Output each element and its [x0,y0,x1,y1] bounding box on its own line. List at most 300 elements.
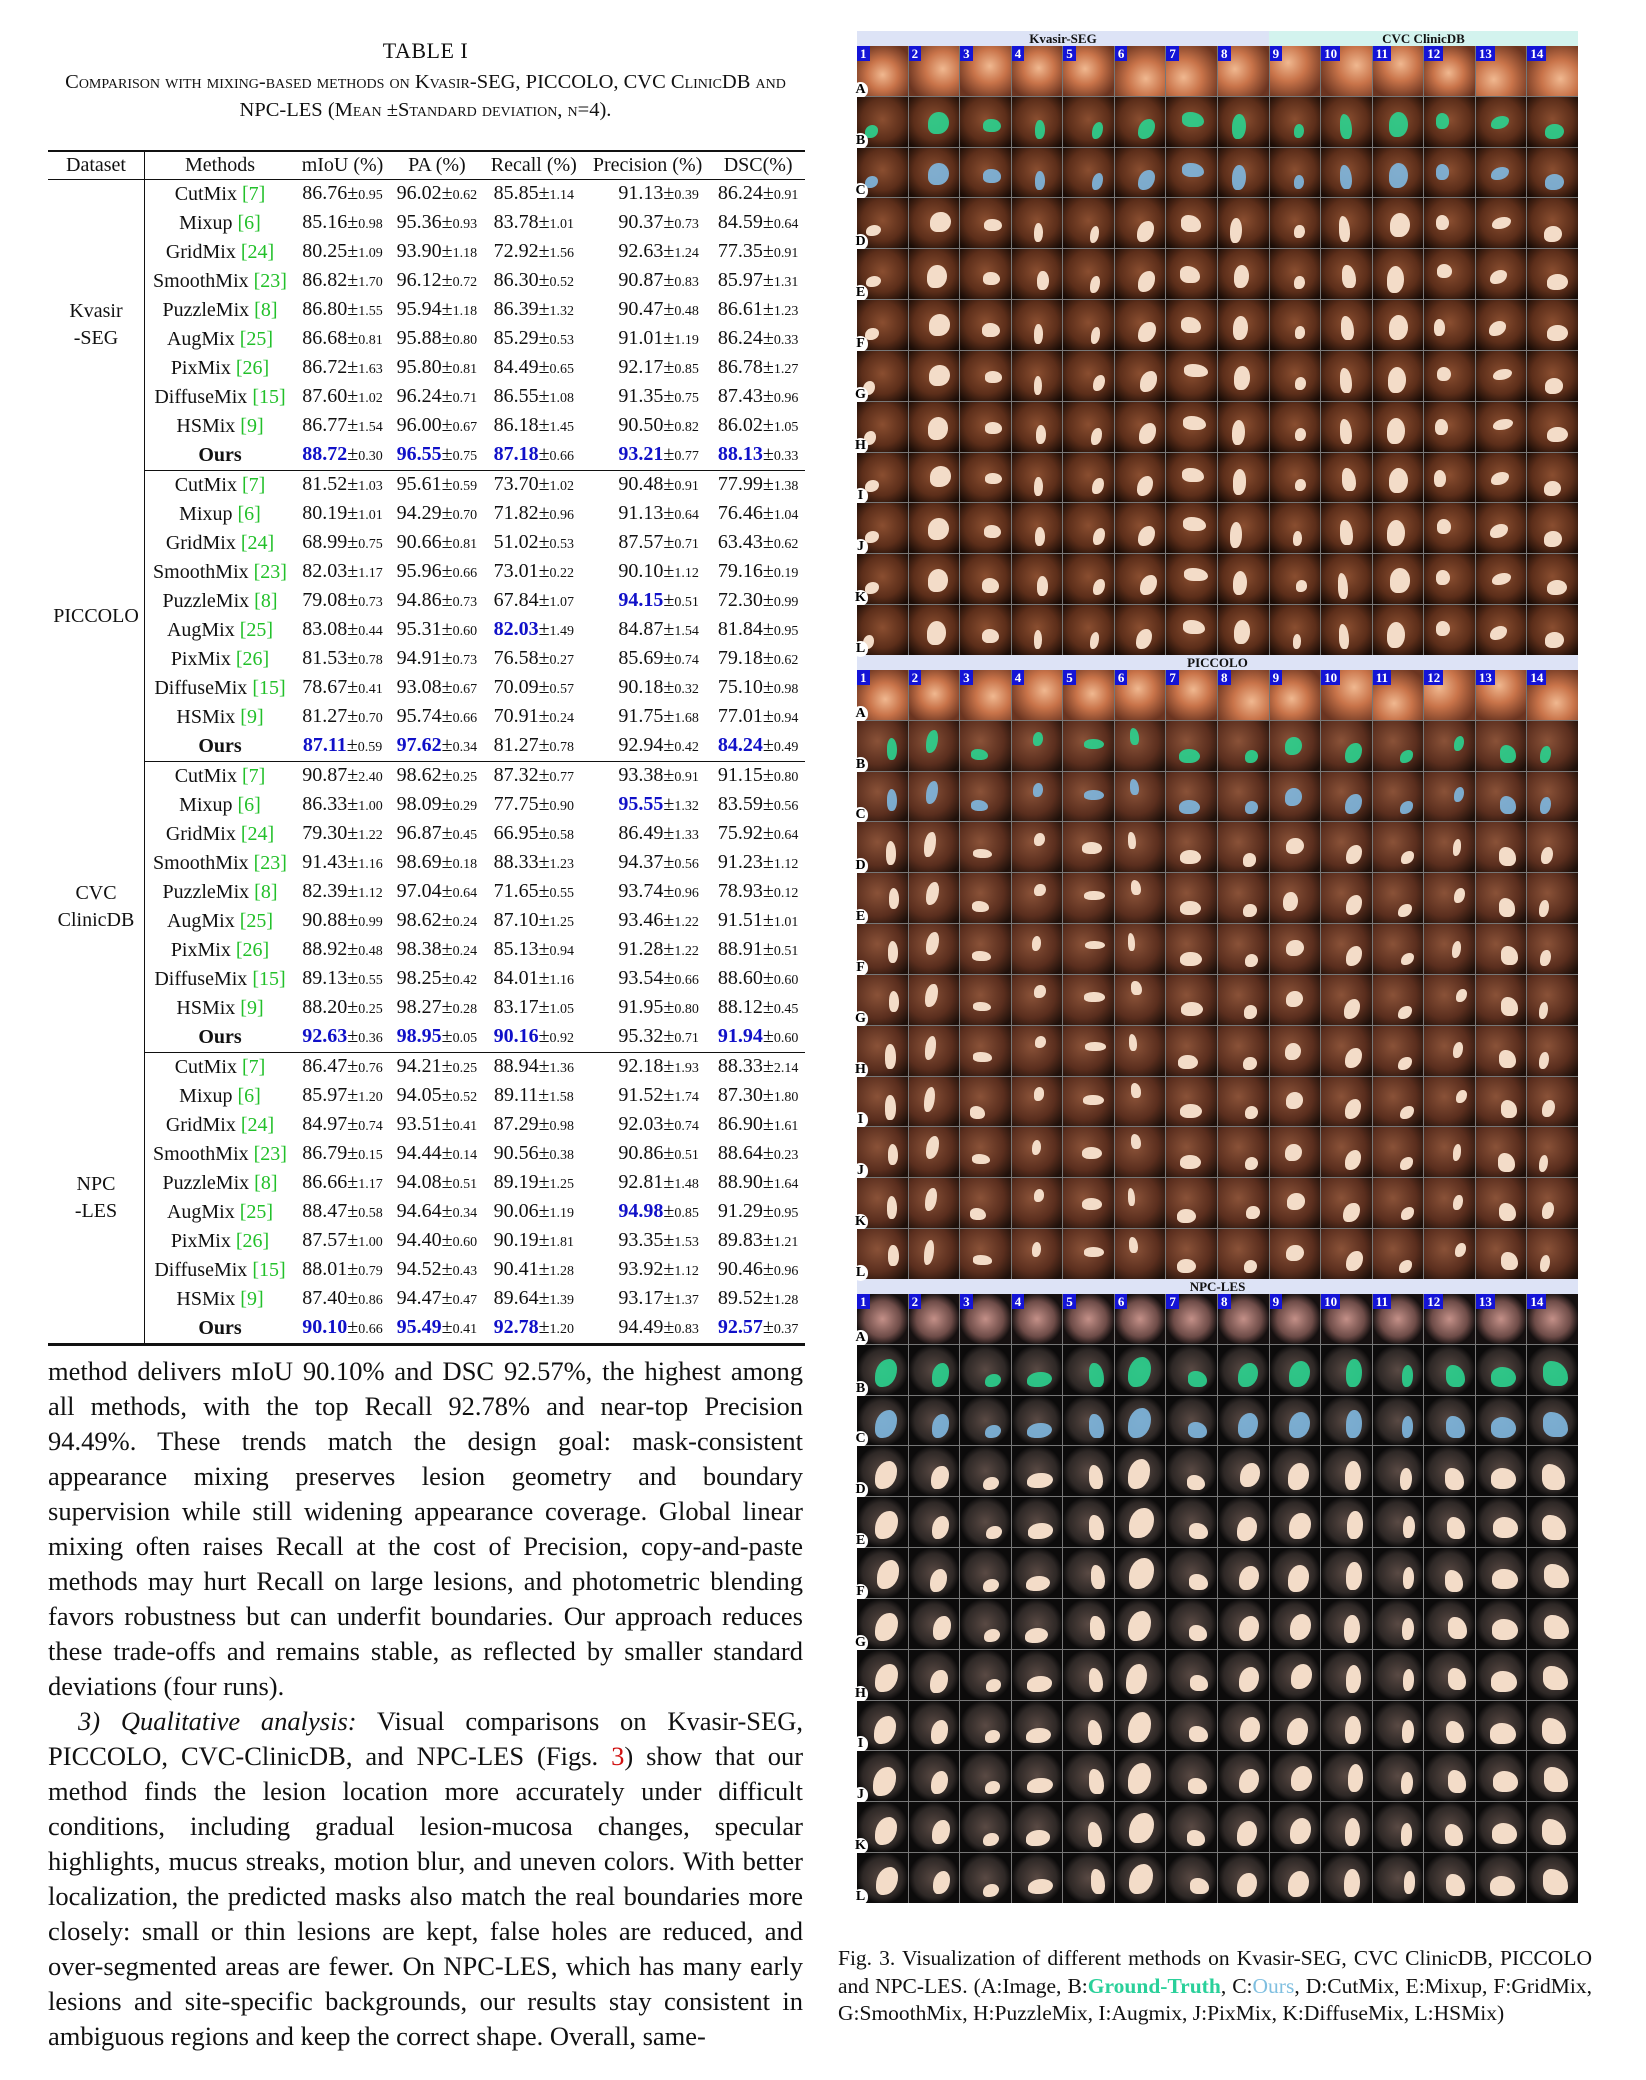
std-value: 1.64 [773,1177,799,1192]
result-image [960,1396,1011,1446]
plus-minus: ± [762,269,774,291]
table-row [48,1140,805,1169]
method-cell [145,1053,296,1083]
result-image [1424,924,1475,974]
std-value: 1.31 [773,275,799,290]
std-value: 0.91 [773,246,799,261]
std-value: 0.37 [773,1322,799,1337]
prediction-mask [1346,1665,1361,1693]
prediction-mask [1034,884,1045,897]
figure-reference-link[interactable]: 3 [611,1741,625,1771]
result-image [1166,300,1217,350]
plus-minus: ± [663,1055,675,1077]
result-image [909,46,960,96]
result-image [1321,924,1372,974]
result-image [1424,46,1475,96]
citation-link[interactable]: [7] [241,183,266,205]
result-image [857,1548,908,1598]
prediction-mask [1088,1822,1102,1846]
recall-cell [484,441,584,471]
ground-truth-mask [1500,745,1517,763]
ground-truth-mask [983,119,1000,132]
result-image [909,503,960,553]
citation-link[interactable]: [8] [254,299,278,321]
precision-cell [584,267,711,296]
ours-mask [1238,1413,1258,1438]
prediction-mask [1092,478,1104,495]
precision-cell [584,529,711,558]
citation-link[interactable]: [25] [239,910,274,932]
citation-link[interactable]: [26] [235,357,270,379]
plus-minus: ± [346,734,358,756]
mean-value: 93.08 [396,676,442,698]
result-image [1063,924,1114,974]
prediction-mask [1543,1869,1568,1894]
prediction-mask [1181,215,1201,231]
plus-minus: ± [441,938,453,960]
prediction-mask [1340,520,1352,545]
plus-minus: ± [663,822,675,844]
table-row [48,267,805,296]
citation-link[interactable]: [23] [253,1143,287,1165]
std-value: 0.82 [674,420,699,435]
ours-mask [932,1414,949,1438]
result-image [1321,605,1372,655]
ours-mask [1138,170,1155,190]
prediction-mask [1387,520,1405,546]
result-image [1115,1229,1166,1279]
plus-minus: ± [538,618,550,640]
mean-value: 86.68 [302,327,348,349]
plus-minus: ± [441,1316,453,1338]
citation-link[interactable]: [25] [239,619,274,641]
std-value: 1.00 [358,1235,383,1250]
precision-cell [584,325,711,354]
result-image [960,46,1011,96]
std-value: 1.12 [358,886,383,901]
dsc-cell [711,180,805,210]
mean-value: 95.49 [396,1316,442,1338]
citation-link[interactable]: [8] [254,1172,278,1194]
plus-minus: ± [538,1171,550,1193]
ground-truth-mask [1035,120,1045,139]
precision-cell [584,849,711,878]
method-name: GridMix [165,1114,236,1136]
plus-minus: ± [762,1171,774,1193]
plus-minus: ± [347,647,359,669]
result-image [1270,1077,1321,1127]
result-image [1115,97,1166,147]
ground-truth-mask [1345,743,1361,763]
precision-cell [584,994,711,1023]
precision-cell [584,471,711,501]
mean-value: 92.17 [618,356,664,378]
citation-link[interactable]: [9] [240,706,264,728]
result-image [1527,1701,1578,1751]
method-name: AugMix [166,1201,235,1223]
table-row [48,878,805,907]
result-image [960,1650,1011,1700]
prediction-mask [1340,368,1352,393]
result-image [1476,924,1527,974]
ours-mask [1491,167,1509,180]
std-value: 0.75 [452,449,478,464]
dsc-cell [711,994,805,1023]
result-image [1527,503,1578,553]
citation-link[interactable]: [7] [241,1056,266,1078]
mean-value: 94.37 [618,851,664,873]
std-value: 0.81 [452,362,478,377]
plus-minus: ± [538,240,550,262]
std-value: 0.15 [358,1148,383,1163]
mean-value: 93.17 [618,1287,664,1309]
result-image [1012,1026,1063,1076]
precision-cell [584,1023,711,1053]
plus-minus: ± [762,647,774,669]
ground-truth-mask [926,730,939,753]
result-image [1476,554,1527,604]
pa-cell [390,1082,484,1111]
precision-cell [584,1111,711,1140]
mean-value: 76.58 [493,647,539,669]
citation-link[interactable]: [26] [235,648,270,670]
prediction-mask [1189,1726,1208,1742]
table-body [48,180,805,1345]
prediction-mask [1093,528,1105,545]
result-image [960,1751,1011,1801]
prediction-mask [1283,892,1298,911]
result-image [1424,1701,1475,1751]
pa-cell [390,267,484,296]
citation-link[interactable]: [15] [252,677,286,699]
citation-link[interactable]: [6] [237,503,261,525]
result-image [960,1229,1011,1279]
citation-link[interactable]: [7] [241,474,266,496]
result-image [857,1650,908,1700]
citation-link[interactable]: [9] [240,415,264,437]
citation-link[interactable]: [6] [237,212,261,234]
std-value: 0.74 [674,1119,699,1134]
citation-link[interactable]: [24] [240,532,275,554]
prediction-mask [1434,319,1446,336]
mean-value: 77.01 [717,705,763,727]
result-image [1424,198,1475,248]
table-row [48,849,805,878]
table-row [48,1198,805,1227]
mean-value: 95.94 [396,298,442,320]
std-value: 0.70 [358,711,383,726]
precision-cell [584,383,711,412]
prediction-mask [1032,936,1041,951]
method-name: GridMix [165,241,236,263]
mean-value: 78.67 [302,676,348,698]
ours-mask [1436,164,1449,179]
mean-value: 91.29 [717,1200,763,1222]
precision-cell [584,354,711,383]
mean-value: 89.83 [717,1229,763,1251]
std-value: 0.42 [674,740,699,755]
mean-value: 89.19 [493,1171,539,1193]
mean-value: 90.19 [493,1229,539,1251]
citation-link[interactable]: [26] [235,939,270,961]
std-value: 0.53 [549,537,575,552]
method-name: AugMix [166,619,235,641]
citation-link[interactable]: [15] [252,968,286,990]
result-image [1115,1497,1166,1547]
result-image [1476,503,1527,553]
method-name: SmoothMix [153,1143,249,1165]
prediction-mask [1346,895,1362,915]
result-image [1166,721,1217,771]
column-number-badge: 13 [1476,1294,1495,1309]
prediction-mask [1456,1090,1467,1103]
std-value: 0.80 [452,333,478,348]
std-value: 0.75 [358,537,383,552]
prediction-mask [1501,1252,1518,1270]
result-image [1012,924,1063,974]
result-image [1166,975,1217,1025]
prediction-mask [1342,265,1356,288]
row-label: A [853,82,868,98]
method-cell [145,587,296,616]
recall-cell [484,994,584,1023]
prediction-mask [1544,1615,1569,1639]
result-image [857,554,908,604]
mean-value: 75.92 [717,822,763,844]
result-image [1476,351,1527,401]
result-image [1166,924,1217,974]
result-image [960,148,1011,198]
prediction-mask [1293,634,1302,649]
result-image [1115,1701,1166,1751]
mean-value: 86.72 [302,356,348,378]
result-image [960,772,1011,822]
prediction-mask [926,1136,939,1159]
mean-value: 90.56 [493,1142,539,1164]
citation-link[interactable]: [9] [240,1288,264,1310]
prediction-mask [1388,367,1406,393]
plus-minus: ± [538,647,550,669]
mean-value: 85.13 [493,938,539,960]
method-cell [145,412,296,441]
plus-minus: ± [538,1316,550,1338]
std-value: 0.12 [773,886,799,901]
precision-cell [584,441,711,471]
row-label: H [853,1686,868,1702]
mean-value: 85.97 [717,269,763,291]
std-value: 0.66 [674,973,699,988]
plus-minus: ± [762,705,774,727]
result-image [1527,249,1578,299]
result-image [1321,554,1372,604]
table-row [48,587,805,616]
prediction-mask [1034,1189,1045,1202]
result-image [1373,822,1424,872]
citation-link[interactable]: [24] [240,241,275,263]
table-row [48,558,805,587]
mean-value: 90.87 [618,269,664,291]
mean-value: 97.62 [396,734,442,756]
row-label: E [853,1533,868,1549]
result-image [1218,46,1269,96]
prediction-mask [1398,1006,1412,1019]
result-image [857,1701,908,1751]
prediction-mask [1243,853,1256,866]
miou-cell [295,703,390,732]
result-image [960,1701,1011,1751]
std-value: 0.05 [452,1031,478,1046]
dsc-cell [711,441,805,471]
result-image [1063,1751,1114,1801]
result-image [1476,300,1527,350]
mean-value: 83.17 [493,996,539,1018]
result-image [1012,1701,1063,1751]
citation-link[interactable]: [23] [253,852,287,874]
prediction-mask [1028,1879,1053,1895]
mean-value: 87.60 [302,385,348,407]
result-image [1166,1650,1217,1700]
method-name: PixMix [170,939,231,961]
citation-link[interactable]: [6] [237,794,261,816]
citation-link[interactable]: [25] [239,328,274,350]
result-image [857,1077,908,1127]
std-value: 1.36 [549,1061,575,1076]
method-cell [145,209,296,238]
std-value: 0.71 [452,391,478,406]
mean-value: 87.40 [302,1287,348,1309]
prediction-mask [1434,470,1446,487]
prediction-mask [1404,1871,1416,1893]
citation-link[interactable]: [24] [240,823,275,845]
citation-link[interactable]: [6] [237,1085,261,1107]
citation-link[interactable]: [9] [240,997,264,1019]
prediction-mask [1239,1616,1259,1641]
result-image [1321,1446,1372,1496]
result-image [1063,670,1114,720]
prediction-mask [1492,573,1511,585]
result-image [1063,873,1114,923]
prediction-mask [985,473,1002,485]
prediction-mask [931,1720,948,1744]
std-value: 0.59 [357,740,383,755]
panel-header [857,31,1578,46]
std-value: 1.07 [549,595,575,610]
recall-cell [484,529,584,558]
mean-value: 94.21 [396,1055,442,1077]
plus-minus: ± [347,211,359,233]
method-name: GridMix [165,532,236,554]
result-image [909,351,960,401]
prediction-mask [1032,1140,1041,1155]
row-label: L [853,641,868,657]
prediction-mask [1244,1260,1257,1273]
plus-minus: ± [663,356,675,378]
row-label: E [853,909,868,925]
miou-cell [295,267,390,296]
citation-link[interactable]: [25] [239,1201,274,1223]
mean-value: 88.94 [493,1055,539,1077]
citation-link[interactable]: [8] [254,590,278,612]
std-value: 0.73 [674,217,699,232]
std-value: 1.32 [549,304,575,319]
std-value: 1.68 [674,711,699,726]
mean-value: 76.46 [717,502,763,524]
prediction-mask [1435,419,1448,435]
method-name: DiffuseMix [154,677,248,699]
plus-minus: ± [441,182,453,204]
mean-value: 86.79 [302,1142,348,1164]
result-image [1424,351,1475,401]
citation-link[interactable]: [23] [253,561,287,583]
prediction-mask [1401,1772,1413,1794]
mean-value: 81.27 [302,705,348,727]
mean-value: 96.02 [396,182,442,204]
prediction-mask [1340,419,1352,444]
ours-mask [1245,801,1258,814]
citation-link[interactable]: [7] [241,765,266,787]
result-image [1270,503,1321,553]
result-image [1424,1396,1475,1446]
header-dataset: Dataset [48,151,145,180]
ground-truth-mask [1285,737,1302,755]
prediction-mask [1544,481,1561,497]
miou-cell [295,354,390,383]
ours-mask [1188,1422,1207,1438]
citation-link[interactable]: [15] [252,386,286,408]
prediction-mask [1402,1720,1414,1742]
prediction-mask [972,951,990,961]
miou-cell [295,820,390,849]
result-image [1012,721,1063,771]
std-value: 1.81 [549,1235,575,1250]
plus-minus: ± [441,1171,453,1193]
plus-minus: ± [347,1287,359,1309]
std-value: 0.51 [452,1177,478,1192]
result-image [1012,975,1063,1025]
mean-value: 98.25 [396,967,442,989]
dsc-cell [711,849,805,878]
mean-value: 73.01 [493,560,539,582]
citation-link[interactable]: [26] [235,1230,270,1252]
plus-minus: ± [441,1055,453,1077]
prediction-mask [1189,1523,1208,1539]
mean-value: 86.24 [717,327,763,349]
result-image [1476,822,1527,872]
result-image [1115,453,1166,503]
mean-value: 86.49 [618,822,664,844]
mean-value: 89.52 [717,1287,763,1309]
prediction-mask [1028,1523,1053,1539]
prediction-mask [1545,632,1564,648]
dataset-name: NPC [76,1172,116,1195]
result-image [1115,503,1166,553]
result-image [1424,1077,1475,1127]
std-value: 0.60 [773,973,799,988]
recall-cell [484,1023,584,1053]
citation-link[interactable]: [24] [240,1114,275,1136]
plus-minus: ± [762,502,774,524]
result-image [1424,1751,1475,1801]
pa-cell [390,1169,484,1198]
prediction-mask [1088,1720,1102,1744]
citation-link[interactable]: [15] [252,1259,286,1281]
citation-link[interactable]: [23] [253,270,287,292]
prediction-mask [1034,630,1042,649]
result-image [1424,1229,1475,1279]
std-value: 0.38 [549,1148,575,1163]
ground-truth-mask [1346,1359,1361,1387]
citation-link[interactable]: [8] [254,881,278,903]
